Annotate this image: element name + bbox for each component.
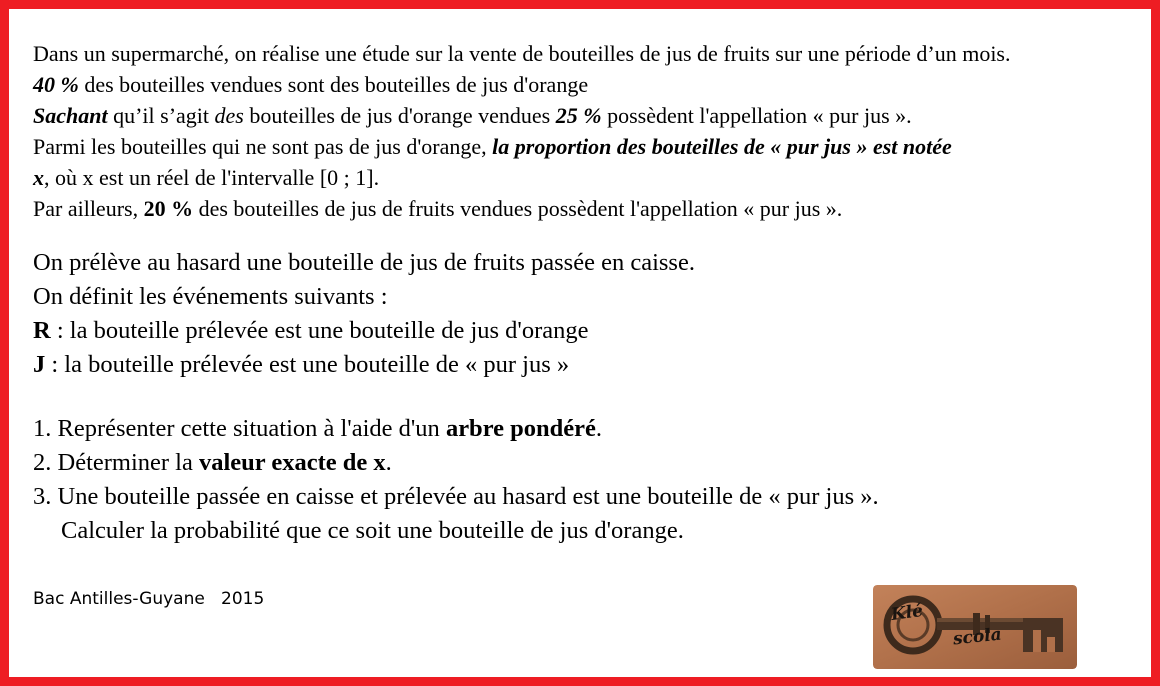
questions-list <box>33 412 1158 548</box>
exercise-text <box>33 38 1158 548</box>
problem-statement <box>33 38 1158 224</box>
exam-source: Bac Antilles-Guyane 2015 <box>33 589 265 609</box>
klescola-logo <box>873 585 1077 669</box>
events-intro: On prélève au hasard une bouteille de jus de fruits passée en caisse. <box>33 249 695 276</box>
question-3-continued: Calculer la probabilité que ce soit une bouteille de jus d'orange. <box>61 517 684 544</box>
question-3: 3. Une bouteille passée en caisse et prélevée au hasard est une bouteille de « pur jus ». <box>33 483 879 510</box>
overall-pure-juice-percentage: 20 % <box>143 196 194 221</box>
logo-text-scola: scola <box>952 624 1003 650</box>
event-j-symbol: J <box>33 351 46 378</box>
event-r: R : la bouteille prélevée est une bouteille de jus d'orange <box>33 317 589 344</box>
orange-percentage: 40 % <box>33 72 79 97</box>
statement-line-4: Parmi les bouteilles qui ne sont pas de jus d'orange, la proportion des bouteilles de « pur jus » est notée <box>33 134 952 159</box>
statement-line-1: Dans un supermarché, on réalise une étude sur la vente de bouteilles de jus de fruits sur une période d’un mois. <box>33 41 1011 66</box>
events-defines: On définit les événements suivants : <box>33 283 388 310</box>
statement-line-2: 40 % des bouteilles vendues sont des bouteilles de jus d'orange <box>33 72 589 97</box>
statement-line-3: Sachant qu’il s’agit des bouteilles de jus d'orange vendues 25 % possèdent l'appellation « pur jus ». <box>33 103 912 128</box>
statement-line-6: Par ailleurs, 20 % des bouteilles de jus de fruits vendues possèdent l'appellation « pur jus ». <box>33 196 843 221</box>
logo-text-kle: Klé <box>889 600 925 626</box>
question-2: 2. Déterminer la valeur exacte de x. <box>33 449 392 476</box>
events-definition <box>33 246 1158 382</box>
question-1: 1. Représenter cette situation à l'aide d'un arbre pondéré. <box>33 415 602 442</box>
event-j: J : la bouteille prélevée est une bouteille de « pur jus » <box>33 351 570 378</box>
statement-line-5: x, où x est un réel de l'intervalle [0 ; 1]. <box>33 165 380 190</box>
variable-x: x <box>33 165 44 190</box>
pure-juice-orange-percentage: 25 % <box>555 103 602 128</box>
event-r-symbol: R <box>33 317 51 344</box>
